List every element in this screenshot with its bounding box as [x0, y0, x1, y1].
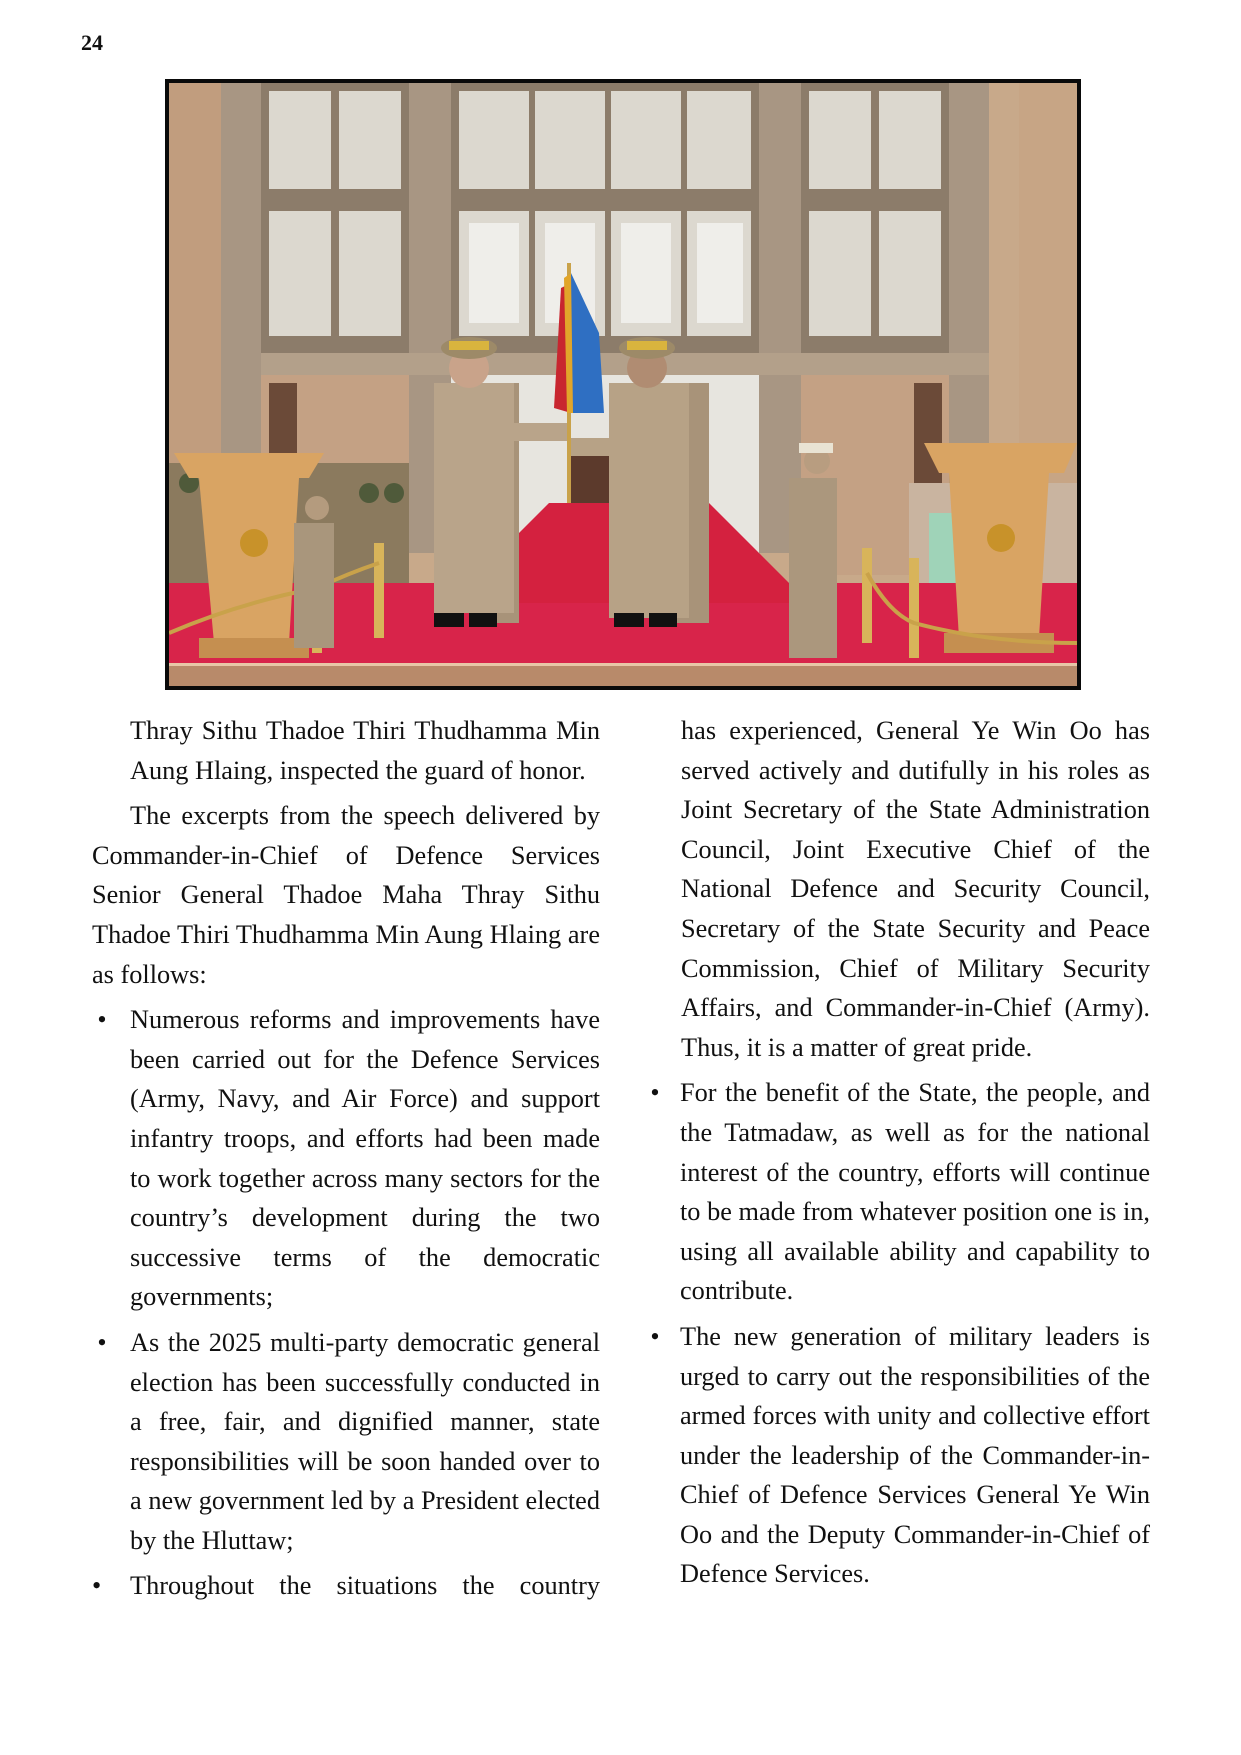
bullet-icon: •: [650, 1078, 660, 1108]
bullet-item: [647, 1317, 1150, 1594]
page-number: 24: [81, 30, 103, 55]
bullet-text: Throughout the situations the country: [130, 1571, 600, 1601]
bullet-item: [647, 1073, 1150, 1311]
bullet-item: [92, 1323, 600, 1561]
bullet-text: As the 2025 multi-party democratic general election has been successfully conducted in a free, fair, and dignified manner, state responsibilities will be soon handed over to a new government led by a President elected by the Hluttaw;: [130, 1327, 600, 1555]
bullet-text: For the benefit of the State, the people, and the Tatmadaw, as well as for the national interest of the country, efforts will continue to be made from whatever position one is in, using all available ability and capability to contribute.: [680, 1078, 1150, 1306]
bullet-item: [92, 1000, 600, 1317]
ceremony-photo: [165, 79, 1081, 690]
bullet-text: Numerous reforms and improvements have been carried out for the Defence Services (Army, Navy, and Air Force) and support infantry troops, and efforts had been made to work together across many sectors for the country’s development during the two successive terms of the democratic governments;: [130, 1005, 600, 1312]
speech-intro-paragraph: The excerpts from the speech delivered by Commander-in-Chief of Defence Services Senior General Thadoe Maha Thray Sithu Thadoe Thiri Thudhamma Min Aung Hlaing are as follows:: [92, 801, 600, 989]
bullet-item: [92, 1566, 600, 1606]
bullet-icon: •: [92, 1571, 102, 1601]
left-column: [92, 711, 600, 1612]
bullet-icon: •: [97, 1327, 107, 1357]
bullet-icon: •: [97, 1005, 107, 1035]
bullet-icon: •: [650, 1321, 660, 1351]
right-column: [647, 711, 1150, 1600]
ceremony-photo-illustration: [169, 83, 1077, 686]
intro-continuation: Thray Sithu Thadoe Thiri Thudhamma Min Aung Hlaing, inspected the guard of honor.: [130, 716, 600, 785]
bullet-continuation: has experienced, General Ye Win Oo has served actively and dutifully in his roles as Joint Secretary of the State Administration Council, Joint Executive Chief of the National Defence and Security Council, Secretary of the State Security and Peace Commission, Chief of Military Security Affairs, and Commander-in-Chief (Army). Thus, it is a matter of great pride.: [681, 716, 1150, 1062]
bullet-text: The new generation of military leaders is urged to carry out the responsibilities of the armed forces with unity and collective effort under the leadership of the Commander-in-Chief of Defence Services General Ye Win Oo and the Deputy Commander-in-Chief of Defence Services.: [680, 1321, 1150, 1589]
